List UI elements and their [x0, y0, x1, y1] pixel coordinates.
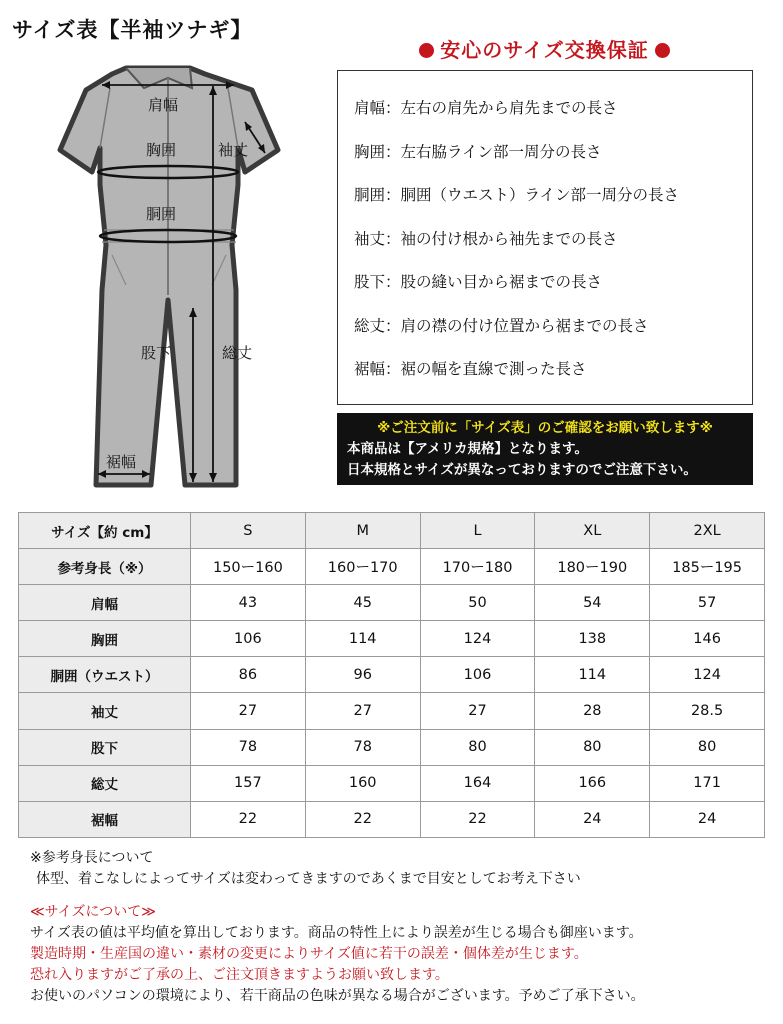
notice-warning: ※ご注文前に「サイズ表」のご確認をお願い致します※ — [377, 420, 713, 436]
order-notice — [337, 413, 753, 485]
table-cell: 80 — [650, 729, 765, 765]
table-cell: 45 — [305, 585, 420, 621]
label-chest: 胸囲 — [146, 141, 177, 159]
label-waist: 胴囲 — [146, 205, 177, 223]
table-cell: 80 — [420, 729, 535, 765]
table-header-cell: 2XL — [650, 513, 765, 549]
label-shoulder: 肩幅 — [148, 96, 179, 114]
height-note-title: ※参考身長について — [30, 850, 154, 866]
table-cell: 22 — [420, 801, 535, 837]
table-cell: 27 — [420, 693, 535, 729]
table-cell: 164 — [420, 765, 535, 801]
table-header-cell: S — [191, 513, 306, 549]
table-cell: 43 — [191, 585, 306, 621]
table-row — [19, 729, 765, 765]
label-length: 総丈 — [222, 344, 253, 362]
label-sleeve: 袖丈 — [218, 141, 249, 159]
definition-inseam: 股下：股の縫い目から裾までの長さ — [354, 273, 603, 291]
table-cell: 124 — [420, 621, 535, 657]
table-row — [19, 585, 765, 621]
definition-sleeve: 袖丈：袖の付け根から袖先までの長さ — [354, 229, 618, 248]
table-cell: 124 — [650, 657, 765, 693]
table-row-label: 胴囲（ウエスト） — [19, 657, 191, 693]
table-row-label: 参考身長（※） — [19, 549, 191, 585]
size-exchange-guarantee — [336, 34, 753, 63]
table-header-cell: サイズ【約 cm】 — [19, 513, 191, 549]
table-cell: 78 — [305, 729, 420, 765]
size-note-line: 恐れ入りますがご了承の上、ご注文頂きますようお願い致します。 — [30, 967, 449, 983]
table-cell: 160 — [305, 765, 420, 801]
guarantee-text: 安心のサイズ交換保証 — [440, 38, 649, 62]
table-cell: 185ー195 — [650, 549, 765, 585]
coverall-illustration — [40, 60, 300, 500]
size-note-title: ≪サイズについて≫ — [30, 904, 156, 920]
size-notes — [30, 848, 770, 1007]
table-cell: 96 — [305, 657, 420, 693]
size-table — [18, 512, 765, 838]
table-row — [19, 693, 765, 729]
table-row-label: 袖丈 — [19, 693, 191, 729]
label-inseam: 股下 — [141, 344, 172, 362]
table-cell: 160ー170 — [305, 549, 420, 585]
height-note-body: 体型、着こなしによってサイズは変わってきますのであくまで目安としてお考え下さい — [36, 871, 581, 887]
definition-hem: 裾幅：裾の幅を直線で測った長さ — [354, 360, 587, 378]
table-cell: 24 — [535, 801, 650, 837]
table-cell: 28.5 — [650, 693, 765, 729]
notice-caution: 日本規格とサイズが異なっておりますのでご注意下さい。 — [347, 462, 697, 478]
table-cell: 114 — [305, 621, 420, 657]
table-cell: 146 — [650, 621, 765, 657]
table-row — [19, 621, 765, 657]
table-cell: 138 — [535, 621, 650, 657]
notice-standard: 本商品は【アメリカ規格】となります。 — [347, 441, 588, 457]
table-row-label: 裾幅 — [19, 801, 191, 837]
size-note-line: サイズ表の値は平均値を算出しております。商品の特性上により誤差が生じる場合も御座います。 — [30, 925, 643, 941]
table-cell: 86 — [191, 657, 306, 693]
table-cell: 157 — [191, 765, 306, 801]
table-row — [19, 549, 765, 585]
table-cell: 106 — [420, 657, 535, 693]
definition-waist: 胴囲：胴囲（ウエスト）ライン部一周分の長さ — [354, 186, 680, 204]
definition-chest: 胸囲：左右脇ライン部一周分の長さ — [354, 142, 602, 161]
table-row-label: 総丈 — [19, 765, 191, 801]
table-header-cell: L — [420, 513, 535, 549]
table-cell: 24 — [650, 801, 765, 837]
red-dot-icon — [419, 43, 434, 58]
table-cell: 54 — [535, 585, 650, 621]
definition-shoulder: 肩幅：左右の肩先から肩先までの長さ — [354, 99, 618, 117]
table-row — [19, 657, 765, 693]
table-row-label: 胸囲 — [19, 621, 191, 657]
size-note-line: 製造時期・生産国の違い・素材の変更によりサイズ値に若干の誤差・個体差が生じます。 — [30, 946, 588, 962]
label-hem: 裾幅 — [106, 453, 137, 471]
table-row — [19, 765, 765, 801]
table-cell: 180ー190 — [535, 549, 650, 585]
size-note-line: お使いのパソコンの環境により、若干商品の色味が異なる場合がございます。予めご了承下さい。 — [30, 988, 645, 1004]
table-cell: 27 — [191, 693, 306, 729]
table-header-cell: M — [305, 513, 420, 549]
measurement-definitions — [337, 70, 753, 405]
table-header-row — [19, 513, 765, 549]
definition-length: 総丈：肩の襟の付け位置から裾までの長さ — [354, 316, 649, 335]
table-cell: 22 — [191, 801, 306, 837]
table-cell: 28 — [535, 693, 650, 729]
table-cell: 57 — [650, 585, 765, 621]
table-cell: 80 — [535, 729, 650, 765]
table-cell: 50 — [420, 585, 535, 621]
table-row — [19, 801, 765, 837]
page-title: サイズ表【半袖ツナギ】 — [12, 18, 253, 42]
table-cell: 106 — [191, 621, 306, 657]
table-cell: 170ー180 — [420, 549, 535, 585]
table-cell: 171 — [650, 765, 765, 801]
table-cell: 27 — [305, 693, 420, 729]
red-dot-icon — [655, 43, 670, 58]
table-cell: 166 — [535, 765, 650, 801]
coverall-diagram — [40, 60, 300, 500]
table-cell: 150ー160 — [191, 549, 306, 585]
table-cell: 78 — [191, 729, 306, 765]
table-row-label: 股下 — [19, 729, 191, 765]
table-row-label: 肩幅 — [19, 585, 191, 621]
table-cell: 22 — [305, 801, 420, 837]
table-header-cell: XL — [535, 513, 650, 549]
table-cell: 114 — [535, 657, 650, 693]
